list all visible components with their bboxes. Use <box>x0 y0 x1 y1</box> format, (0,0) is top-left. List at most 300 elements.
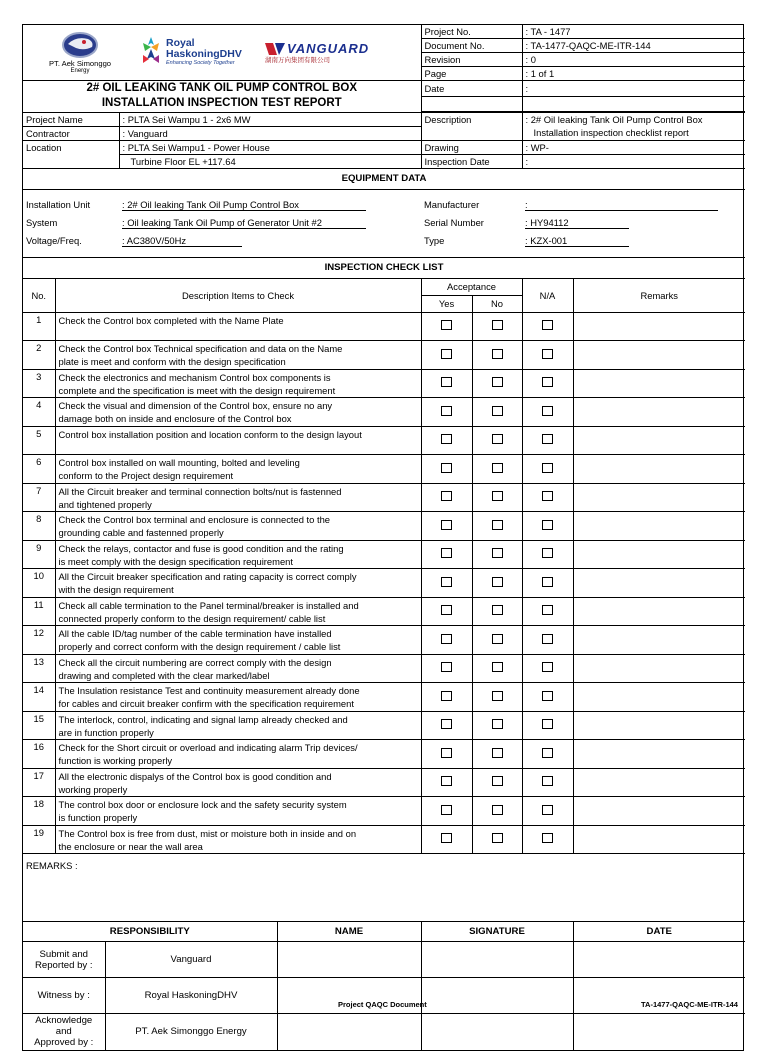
no-checkbox[interactable] <box>492 377 503 387</box>
vanguard-logo <box>265 41 389 65</box>
no-cell <box>472 683 522 712</box>
na-cell <box>522 569 573 598</box>
remarks-cell[interactable] <box>573 654 745 683</box>
responsibility-rows <box>23 942 745 1050</box>
table-row <box>23 768 745 797</box>
responsibility-row <box>23 942 745 978</box>
aek-logo-name: PT. Aek Simonggo <box>48 59 112 68</box>
date-header: DATE <box>573 922 745 942</box>
remarks-cell[interactable] <box>573 426 745 455</box>
remarks-cell[interactable] <box>573 312 745 341</box>
item-number: 12 <box>23 626 55 655</box>
company-cell: PT. Aek Simonggo Energy <box>105 1014 277 1050</box>
remarks-cell[interactable] <box>573 398 745 427</box>
project-info-table <box>23 112 745 168</box>
na-cell <box>522 426 573 455</box>
signature-header: SIGNATURE <box>421 922 573 942</box>
item-number: 7 <box>23 483 55 512</box>
royal-logo-tagline: Enhancing Society Together <box>166 60 235 66</box>
item-number: 5 <box>23 426 55 455</box>
no-checkbox[interactable] <box>492 748 503 758</box>
no-cell <box>472 825 522 854</box>
col-no-option-header: No <box>472 295 522 312</box>
item-description-line1: Control box installed on wall mounting, bolted and leveling <box>58 457 300 468</box>
vanguard-mark-icon <box>265 41 285 57</box>
item-description-line2: is meet comply with the design specification requirement <box>58 555 293 567</box>
vanguard-logo-name: VANGUARD <box>287 41 370 56</box>
yes-checkbox[interactable] <box>441 833 452 843</box>
role-line2: Reported by : <box>34 959 93 971</box>
item-description <box>55 626 421 655</box>
role-cell <box>23 978 105 1014</box>
yes-checkbox[interactable] <box>441 548 452 558</box>
yes-cell <box>421 369 472 398</box>
no-checkbox[interactable] <box>492 548 503 558</box>
na-cell <box>522 654 573 683</box>
item-description-line1: The Insulation resistance Test and continuity measurement already done <box>58 685 360 696</box>
yes-checkbox[interactable] <box>441 491 452 501</box>
item-number: 18 <box>23 797 55 826</box>
no-cell <box>472 483 522 512</box>
na-checkbox[interactable] <box>542 406 553 416</box>
remarks-cell[interactable] <box>573 768 745 797</box>
yes-cell <box>421 483 472 512</box>
na-checkbox[interactable] <box>542 634 553 644</box>
table-row <box>23 512 745 541</box>
role-cell <box>23 942 105 978</box>
item-description <box>55 540 421 569</box>
na-cell <box>522 398 573 427</box>
table-row <box>23 683 745 712</box>
item-description-line1: Check the Control box terminal and enclosure is connected to the <box>58 514 331 525</box>
item-description-line1: Check for the Short circuit or overload and indicating alarm Trip devices/ <box>58 742 358 753</box>
project-no-label: Project No. <box>421 25 522 39</box>
responsibility-row <box>23 1014 745 1050</box>
remarks-cell[interactable] <box>573 711 745 740</box>
name-cell[interactable] <box>277 1014 421 1050</box>
table-row <box>23 569 745 598</box>
table-row <box>23 740 745 769</box>
voltage-label: Voltage/Freq. <box>26 235 82 246</box>
no-checkbox[interactable] <box>492 833 503 843</box>
no-cell <box>472 654 522 683</box>
yes-checkbox[interactable] <box>441 662 452 672</box>
table-row <box>23 312 745 341</box>
date-label: Date <box>421 81 522 97</box>
no-cell <box>472 369 522 398</box>
item-number: 11 <box>23 597 55 626</box>
yes-cell <box>421 569 472 598</box>
yes-cell <box>421 426 472 455</box>
yes-checkbox[interactable] <box>441 463 452 473</box>
item-description-line1: All the cable ID/tag number of the cable termination have installed <box>58 628 332 639</box>
yes-cell <box>421 825 472 854</box>
na-checkbox[interactable] <box>542 605 553 615</box>
signature-cell[interactable] <box>421 1014 573 1050</box>
location-value-line2: Turbine Floor EL +117.64 <box>119 154 421 168</box>
header-table <box>23 25 745 112</box>
role-line1: Acknowledge and <box>35 1015 93 1038</box>
yes-checkbox[interactable] <box>441 805 452 815</box>
yes-checkbox[interactable] <box>441 320 452 330</box>
table-row <box>23 426 745 455</box>
item-description <box>55 825 421 854</box>
item-number: 8 <box>23 512 55 541</box>
date-cell[interactable] <box>573 942 745 978</box>
no-cell <box>472 312 522 341</box>
item-description <box>55 512 421 541</box>
yes-checkbox[interactable] <box>441 776 452 786</box>
yes-cell <box>421 711 472 740</box>
item-description-line1: Check all cable termination to the Panel terminal/breaker is installed and <box>58 599 359 611</box>
no-checkbox[interactable] <box>492 577 503 587</box>
no-cell <box>472 768 522 797</box>
date-value: : <box>522 81 745 97</box>
remarks-cell[interactable] <box>573 740 745 769</box>
yes-cell <box>421 768 472 797</box>
item-description-line2: is function properly <box>58 812 138 823</box>
item-description-line2: properly and correct conform with the design requirement / cable list <box>58 641 341 652</box>
header-blank-value <box>522 97 745 111</box>
voltage-value: : AC380V/50Hz <box>122 235 242 247</box>
table-row <box>23 654 745 683</box>
na-cell <box>522 711 573 740</box>
item-description <box>55 369 421 398</box>
project-name-label: Project Name <box>23 112 119 126</box>
report-title-line1: 2# OIL LEAKING TANK OIL PUMP CONTROL BOX <box>86 82 357 94</box>
item-number: 9 <box>23 540 55 569</box>
yes-cell <box>421 312 472 341</box>
na-checkbox[interactable] <box>542 320 553 330</box>
location-value: : PLTA Sei Wampu1 - Power House <box>119 140 421 154</box>
na-cell <box>522 312 573 341</box>
description-value: : 2# Oil leaking Tank Oil Pump Control Box <box>522 112 745 126</box>
royal-haskoning-logo <box>139 37 257 69</box>
item-number: 19 <box>23 825 55 854</box>
name-header: NAME <box>277 922 421 942</box>
footer-right: TA-1477-QAQC-ME-ITR-144 <box>641 1000 738 1009</box>
no-cell <box>472 426 522 455</box>
no-checkbox[interactable] <box>492 463 503 473</box>
na-cell <box>522 369 573 398</box>
item-description-line2: drawing and completed with the clear marked/label <box>58 669 270 681</box>
yes-checkbox[interactable] <box>441 605 452 615</box>
responsibility-header: RESPONSIBILITY <box>23 922 277 942</box>
responsibility-table <box>23 921 745 1050</box>
yes-cell <box>421 597 472 626</box>
na-cell <box>522 597 573 626</box>
na-cell <box>522 768 573 797</box>
yes-checkbox[interactable] <box>441 691 452 701</box>
yes-checkbox[interactable] <box>441 748 452 758</box>
remarks-cell[interactable] <box>573 683 745 712</box>
item-description-line2: are in function properly <box>58 726 154 738</box>
item-description <box>55 341 421 370</box>
no-checkbox[interactable] <box>492 520 503 530</box>
item-description <box>55 654 421 683</box>
drawing-value: : WP- <box>522 140 745 154</box>
no-checkbox[interactable] <box>492 805 503 815</box>
yes-cell <box>421 683 472 712</box>
na-checkbox[interactable] <box>542 833 553 843</box>
page-label: Page <box>421 67 522 81</box>
type-label: Type <box>424 235 445 246</box>
item-number: 16 <box>23 740 55 769</box>
item-description <box>55 768 421 797</box>
royal-haskoning-emblem-icon <box>139 37 163 69</box>
na-checkbox[interactable] <box>542 434 553 444</box>
no-cell <box>472 711 522 740</box>
no-cell <box>472 597 522 626</box>
type-value: : KZX-001 <box>525 235 629 247</box>
report-title-line2: INSTALLATION INSPECTION TEST REPORT <box>101 97 342 109</box>
table-row <box>23 711 745 740</box>
signature-cell[interactable] <box>421 942 573 978</box>
installation-unit-value: : 2# Oil leaking Tank Oil Pump Control Box <box>122 199 366 211</box>
na-cell <box>522 540 573 569</box>
item-number: 14 <box>23 683 55 712</box>
page-value: : 1 of 1 <box>522 67 745 81</box>
item-description <box>55 312 421 341</box>
no-cell <box>472 512 522 541</box>
item-number: 6 <box>23 455 55 484</box>
no-checkbox[interactable] <box>492 634 503 644</box>
item-description-line1: The interlock, control, indicating and signal lamp already checked and <box>58 713 348 725</box>
equipment-data-heading: EQUIPMENT DATA <box>23 168 745 189</box>
no-cell <box>472 455 522 484</box>
yes-cell <box>421 398 472 427</box>
report-title <box>23 81 421 112</box>
no-cell <box>472 626 522 655</box>
yes-cell <box>421 626 472 655</box>
remarks-cell[interactable] <box>573 626 745 655</box>
no-checkbox[interactable] <box>492 406 503 416</box>
no-cell <box>472 740 522 769</box>
project-no-value: : TA - 1477 <box>522 25 745 39</box>
yes-checkbox[interactable] <box>441 719 452 729</box>
na-cell <box>522 797 573 826</box>
no-checkbox[interactable] <box>492 491 503 501</box>
col-acceptance-header: Acceptance <box>421 278 522 295</box>
no-checkbox[interactable] <box>492 719 503 729</box>
item-description-line1: Check the relays, contactor and fuse is good condition and the rating <box>58 542 344 554</box>
contractor-value: : Vanguard <box>119 126 421 140</box>
role-cell <box>23 1014 105 1050</box>
installation-unit-label: Installation Unit <box>26 199 91 210</box>
table-row <box>23 369 745 398</box>
item-description <box>55 398 421 427</box>
description-label: Description <box>421 112 522 126</box>
item-description-line1: Control box installation position and location conform to the design layout <box>58 428 362 440</box>
item-description-line2: plate is meet and conform with the design specification <box>58 356 286 367</box>
royal-logo-line1: Royal <box>166 37 195 49</box>
remarks-area <box>23 854 745 922</box>
location-label: Location <box>23 140 119 154</box>
table-row <box>23 455 745 484</box>
contractor-label: Contractor <box>23 126 119 140</box>
na-checkbox[interactable] <box>542 662 553 672</box>
na-cell <box>522 455 573 484</box>
item-description <box>55 597 421 626</box>
aek-logo-sub: Energy <box>70 68 90 74</box>
inspection-report-sheet <box>22 24 744 1051</box>
item-description-line2: with the design requirement <box>58 584 174 595</box>
remarks-cell[interactable] <box>573 483 745 512</box>
item-description <box>55 569 421 598</box>
na-checkbox[interactable] <box>542 577 553 587</box>
name-cell[interactable] <box>277 942 421 978</box>
na-checkbox[interactable] <box>542 520 553 530</box>
item-number: 13 <box>23 654 55 683</box>
item-description <box>55 740 421 769</box>
system-label: System <box>26 217 58 228</box>
header-blank-label <box>421 97 522 111</box>
manufacturer-value: : <box>525 199 718 211</box>
item-description <box>55 683 421 712</box>
yes-cell <box>421 341 472 370</box>
remarks-cell[interactable] <box>573 597 745 626</box>
item-description-line1: Check the Control box Technical specification and data on the Name <box>58 343 343 354</box>
remarks-cell[interactable] <box>573 455 745 484</box>
inspection-date-label: Inspection Date <box>421 154 522 168</box>
yes-checkbox[interactable] <box>441 406 452 416</box>
na-checkbox[interactable] <box>542 463 553 473</box>
col-na-header: N/A <box>522 278 573 312</box>
na-checkbox[interactable] <box>542 805 553 815</box>
na-cell <box>522 740 573 769</box>
no-checkbox[interactable] <box>492 349 503 359</box>
item-description-line2: complete and the specification is meet with the design requirement <box>58 384 336 396</box>
item-description-line2: conform to the Project design requirement <box>58 470 234 481</box>
document-no-value: : TA-1477-QAQC-ME-ITR-144 <box>522 39 745 53</box>
item-description-line2: grounding cable and fastenned properly <box>58 527 224 538</box>
equipment-data-table <box>23 168 745 257</box>
system-value: : Oil leaking Tank Oil Pump of Generator Unit #2 <box>122 217 366 229</box>
item-description-line2: damage both on inside and enclosure of the Control box <box>58 413 292 424</box>
date-cell[interactable] <box>573 1014 745 1050</box>
no-checkbox[interactable] <box>492 662 503 672</box>
item-number: 2 <box>23 341 55 370</box>
description-label-cont <box>421 126 522 140</box>
yes-checkbox[interactable] <box>441 577 452 587</box>
item-description-line1: The Control box is free from dust, mist or moisture both in inside and on <box>58 827 357 839</box>
no-checkbox[interactable] <box>492 320 503 330</box>
document-no-label: Document No. <box>421 39 522 53</box>
yes-checkbox[interactable] <box>441 634 452 644</box>
manufacturer-label: Manufacturer <box>424 199 480 210</box>
col-description-header: Description Items to Check <box>55 278 421 312</box>
na-checkbox[interactable] <box>542 691 553 701</box>
remarks-cell[interactable] <box>573 341 745 370</box>
yes-cell <box>421 512 472 541</box>
yes-cell <box>421 740 472 769</box>
no-checkbox[interactable] <box>492 434 503 444</box>
item-number: 3 <box>23 369 55 398</box>
location-label-cont <box>23 154 119 168</box>
item-description-line2: for cables and circuit breaker confirm with the specification requirement <box>58 698 354 709</box>
na-checkbox[interactable] <box>542 491 553 501</box>
table-row <box>23 483 745 512</box>
inspection-date-value: : <box>525 155 529 167</box>
na-checkbox[interactable] <box>542 548 553 558</box>
yes-cell <box>421 455 472 484</box>
no-checkbox[interactable] <box>492 776 503 786</box>
table-row <box>23 626 745 655</box>
item-description-line1: The control box door or enclosure lock and the safety security system <box>58 799 347 810</box>
item-number: 4 <box>23 398 55 427</box>
no-cell <box>472 341 522 370</box>
yes-checkbox[interactable] <box>441 434 452 444</box>
description-value-line2: Installation inspection checklist report <box>522 126 745 140</box>
item-description-line1: Check all the circuit numbering are correct comply with the design <box>58 656 332 668</box>
checklist-rows <box>23 312 745 854</box>
table-row <box>23 398 745 427</box>
no-cell <box>472 569 522 598</box>
item-description-line2: the enclosure or near the wall area <box>58 840 203 852</box>
col-yes-header: Yes <box>421 295 472 312</box>
yes-checkbox[interactable] <box>441 520 452 530</box>
remarks-cell[interactable] <box>573 512 745 541</box>
no-checkbox[interactable] <box>492 691 503 701</box>
checklist-heading: INSPECTION CHECK LIST <box>23 257 745 278</box>
na-cell <box>522 825 573 854</box>
remarks-label: REMARKS : <box>26 860 78 871</box>
aek-simonggo-logo <box>29 30 131 75</box>
na-checkbox[interactable] <box>542 377 553 387</box>
no-checkbox[interactable] <box>492 605 503 615</box>
na-cell <box>522 341 573 370</box>
item-description-line1: All the Circuit breaker and terminal connection bolts/nut is fastenned <box>58 485 342 497</box>
signature-cell[interactable] <box>421 978 573 1014</box>
remarks-cell[interactable] <box>573 825 745 854</box>
royal-logo-line2: HaskoningDHV <box>166 48 242 60</box>
vanguard-logo-chinese: 湖南万向集团有限公司 <box>265 56 330 64</box>
yes-cell <box>421 797 472 826</box>
table-row <box>23 797 745 826</box>
na-checkbox[interactable] <box>542 748 553 758</box>
na-cell <box>522 483 573 512</box>
remarks-cell[interactable] <box>573 797 745 826</box>
remarks-cell[interactable] <box>573 540 745 569</box>
item-description-line1: Check the electronics and mechanism Control box components is <box>58 371 331 383</box>
no-cell <box>472 398 522 427</box>
project-name-value: : PLTA Sei Wampu 1 - 2x6 MW <box>119 112 421 126</box>
remarks-cell[interactable] <box>573 369 745 398</box>
item-description-line2: and tightened properly <box>58 498 152 510</box>
item-description-line2: function is working properly <box>58 755 173 766</box>
col-remarks-header: Remarks <box>573 278 745 312</box>
na-checkbox[interactable] <box>542 776 553 786</box>
na-checkbox[interactable] <box>542 719 553 729</box>
yes-checkbox[interactable] <box>441 349 452 359</box>
footer-center: Project QAQC Document <box>338 1000 427 1009</box>
item-description <box>55 455 421 484</box>
item-description-line2: connected properly conform to the design requirement/ cable list <box>58 612 326 624</box>
company-cell: Royal HaskoningDHV <box>105 978 277 1014</box>
role-line2: Approved by : <box>34 1037 94 1049</box>
item-number: 15 <box>23 711 55 740</box>
na-checkbox[interactable] <box>542 349 553 359</box>
item-number: 1 <box>23 312 55 341</box>
yes-checkbox[interactable] <box>441 377 452 387</box>
item-description-line1: Check the Control box completed with the Name Plate <box>58 314 284 326</box>
yes-cell <box>421 540 472 569</box>
table-row <box>23 341 745 370</box>
na-cell <box>522 683 573 712</box>
remarks-cell[interactable] <box>573 569 745 598</box>
item-description-line1: Check the visual and dimension of the Control box, ensure no any <box>58 400 333 411</box>
item-description <box>55 797 421 826</box>
